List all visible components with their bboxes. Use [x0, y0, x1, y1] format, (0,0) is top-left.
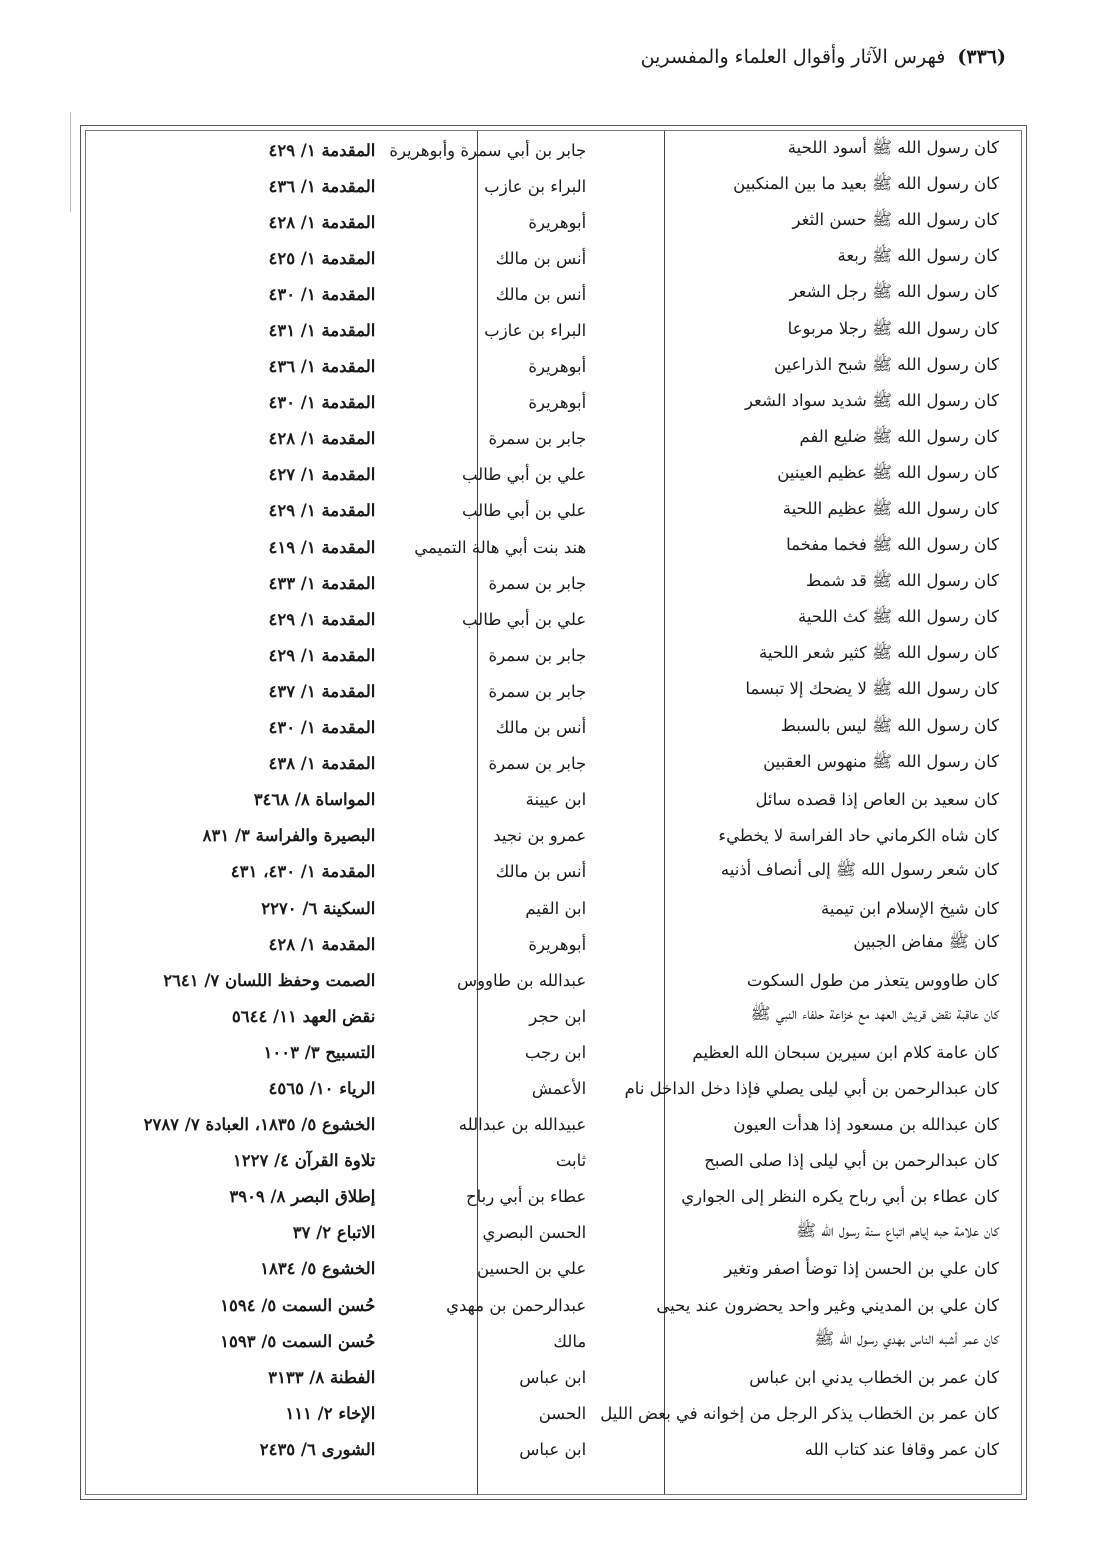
reference-cell: المقدمة ١/ ٤٢٩: [268, 645, 376, 665]
table-row: [86, 1395, 1011, 1431]
reference-cell: إطلاق البصر ٨/ ٣٩٠٩: [229, 1187, 376, 1207]
reference-cell: الرياء ١٠/ ٤٥٦٥: [268, 1078, 376, 1098]
reference-cell: الشورى ٦/ ٢٤٣٥: [259, 1439, 376, 1459]
quote-cell: كان علامة حبه إياهم اتباع سنة رسول الله ﷺ: [796, 1220, 999, 1240]
reference-cell: حُسن السمت ٥/ ١٥٩٣: [220, 1331, 376, 1351]
quote-cell: كان علي بن المديني وغير واحد يحضرون عند يحيى: [656, 1295, 999, 1315]
table-row: [86, 962, 1011, 998]
table-row: [86, 1034, 1011, 1070]
reference-cell: المقدمة ١/ ٤٢٧: [268, 465, 376, 485]
reference-cell: المقدمة ١/ ٤٢٥: [268, 248, 376, 268]
quote-cell: كان رسول الله ﷺ كثير شعر اللحية: [759, 643, 999, 663]
narrator-cell: أنس بن مالك: [495, 718, 587, 738]
table-row: [86, 1287, 1011, 1323]
narrator-cell: عطاء بن أبي رباح: [466, 1187, 587, 1207]
reference-cell: المقدمة ١/ ٤٣٨: [268, 754, 376, 774]
reference-cell: السكينة ٦/ ٢٢٧٠: [261, 898, 376, 918]
index-table-body: [86, 132, 1011, 1467]
reference-cell: المقدمة ١/ ٤٣١: [268, 321, 376, 341]
narrator-cell: عمرو بن نجيد: [493, 826, 587, 846]
reference-cell: البصيرة والفراسة ٣/ ٨٣١: [202, 826, 376, 846]
narrator-cell: عبدالرحمن بن مهدي: [446, 1295, 587, 1315]
narrator-cell: علي بن الحسين: [477, 1259, 587, 1279]
reference-cell: المقدمة ١/ ٤٢٩: [268, 609, 376, 629]
quote-cell: كان رسول الله ﷺ بعيد ما بين المنكبين: [733, 174, 999, 194]
reference-cell: الخشوع ٥/ ١٨٣٥، العبادة ٧/ ٢٧٨٧: [143, 1115, 376, 1135]
table-row: [86, 890, 1011, 926]
narrator-cell: ابن القيم: [525, 898, 587, 918]
narrator-cell: ابن رجب: [524, 1042, 587, 1062]
narrator-cell: جابر بن سمرة: [488, 645, 587, 665]
quote-cell: كان رسول الله ﷺ حسن الثغر: [792, 210, 999, 230]
quote-cell: كان عامة كلام ابن سيرين سبحان الله العظيم: [692, 1042, 999, 1062]
margin-mark: [70, 112, 71, 212]
quote-cell: كان ﷺ مفاض الجبين: [853, 932, 999, 952]
quote-cell: كان شاه الكرماني حاد الفراسة لا يخطيء: [718, 826, 999, 846]
reference-cell: المقدمة ١/ ٤٣٠: [268, 393, 376, 413]
reference-cell: المقدمة ١/ ٤٣٠: [268, 284, 376, 304]
reference-cell: المقدمة ١/ ٤٣٠: [268, 718, 376, 738]
table-row: [86, 168, 1011, 204]
quote-cell: كان رسول الله ﷺ فخما مفخما: [786, 535, 999, 555]
table-row: [86, 818, 1011, 854]
reference-cell: المقدمة ١/ ٤٢٨: [268, 429, 376, 449]
quote-cell: كان رسول الله ﷺ عظيم العينين: [777, 462, 999, 482]
narrator-cell: أنس بن مالك: [495, 284, 587, 304]
page-header: [641, 46, 1006, 68]
reference-cell: تلاوة القرآن ٤/ ١٢٢٧: [232, 1151, 376, 1171]
quote-cell: كان رسول الله ﷺ منهوس العقبين: [763, 751, 999, 771]
narrator-cell: عبيدالله بن عبدالله: [458, 1115, 587, 1135]
quote-cell: كان رسول الله ﷺ كث اللحية: [798, 607, 999, 627]
reference-cell: المقدمة ١/ ٤٣٧: [268, 681, 376, 701]
table-row: [86, 529, 1011, 565]
narrator-cell: أبوهريرة: [528, 393, 587, 413]
narrator-cell: ثابت: [555, 1151, 587, 1171]
table-row: [86, 493, 1011, 529]
quote-cell: كان عبدالرحمن بن أبي ليلى يصلي فإذا دخل الداخل نام: [624, 1078, 999, 1098]
reference-cell: المقدمة ١/ ٤٣٦: [268, 176, 376, 196]
reference-cell: حُسن السمت ٥/ ١٥٩٤: [220, 1295, 376, 1315]
quote-cell: كان رسول الله ﷺ أسود اللحية: [787, 138, 999, 158]
table-row: [86, 1107, 1011, 1143]
table-row: [86, 1070, 1011, 1106]
narrator-cell: الحسن البصري: [482, 1223, 587, 1243]
narrator-cell: الأعمش: [531, 1078, 587, 1098]
reference-cell: الصمت وحفظ اللسان ٧/ ٢٦٤١: [163, 970, 376, 990]
table-row: [86, 132, 1011, 168]
reference-cell: الاتباع ٢/ ٣٧: [292, 1223, 376, 1243]
reference-cell: المقدمة ١/ ٤١٩: [268, 537, 376, 557]
table-row: [86, 312, 1011, 348]
table-row: [86, 1359, 1011, 1395]
table-row: [86, 385, 1011, 421]
narrator-cell: جابر بن سمرة: [488, 754, 587, 774]
narrator-cell: ابن عباس: [519, 1439, 587, 1459]
quote-cell: كان عبدالله بن مسعود إذا هدأت العيون: [733, 1115, 999, 1135]
narrator-cell: علي بن أبي طالب: [461, 501, 587, 521]
table-row: [86, 637, 1011, 673]
table-row: [86, 565, 1011, 601]
index-table: [86, 132, 1011, 1467]
narrator-cell: أبوهريرة: [528, 357, 587, 377]
reference-cell: المقدمة ١/ ٤٢٨: [268, 212, 376, 232]
narrator-cell: أنس بن مالك: [495, 862, 587, 882]
table-row: [86, 349, 1011, 385]
narrator-cell: ابن عباس: [519, 1367, 587, 1387]
narrator-cell: عبدالله بن طاووس: [456, 970, 587, 990]
narrator-cell: جابر بن سمرة: [488, 681, 587, 701]
quote-cell: كان شعر رسول الله ﷺ إلى أنصاف أذنيه: [720, 859, 999, 879]
table-row: [86, 1179, 1011, 1215]
table-row: [86, 240, 1011, 276]
table-row: [86, 1143, 1011, 1179]
narrator-cell: علي بن أبي طالب: [461, 465, 587, 485]
table-row: [86, 782, 1011, 818]
narrator-cell: الحسن: [538, 1403, 587, 1423]
reference-cell: المقدمة ١/ ٤٣٠، ٤٣١: [230, 862, 376, 882]
narrator-cell: ابن حجر: [529, 1006, 587, 1026]
narrator-cell: أبوهريرة: [528, 934, 587, 954]
quote-cell: كان عمر وقافا عند كتاب الله: [804, 1439, 999, 1459]
table-row: [86, 1251, 1011, 1287]
table-row: [86, 457, 1011, 493]
reference-cell: المقدمة ١/ ٤٢٩: [268, 501, 376, 521]
reference-cell: التسبيح ٣/ ١٠٠٣: [263, 1042, 376, 1062]
narrator-cell: أنس بن مالك: [495, 248, 587, 268]
page-number: (٣٣٦): [957, 46, 1006, 68]
quote-cell: كان رسول الله ﷺ رجلا مربوعا: [787, 318, 999, 338]
quote-cell: كان رسول الله ﷺ قد شمط: [806, 571, 999, 591]
quote-cell: كان رسول الله ﷺ ليس بالسبط: [780, 715, 999, 735]
quote-cell: كان عاقبة نقض قريش العهد مع خزاعة حلفاء النبي ﷺ: [750, 1004, 999, 1024]
reference-cell: المقدمة ١/ ٤٢٨: [268, 934, 376, 954]
narrator-cell: هند بنت أبي هالة التميمي: [414, 537, 587, 557]
narrator-cell: البراء بن عازب: [484, 176, 587, 196]
reference-cell: الإخاء ٢/ ١١١: [285, 1403, 376, 1423]
quote-cell: كان عبدالرحمن بن أبي ليلى إذا صلى الصبح: [704, 1151, 999, 1171]
narrator-cell: مالك: [553, 1331, 587, 1351]
table-row: [86, 204, 1011, 240]
reference-cell: المقدمة ١/ ٤٣٦: [268, 357, 376, 377]
reference-cell: المواساة ٨/ ٣٤٦٨: [253, 790, 376, 810]
reference-cell: الخشوع ٥/ ١٨٣٤: [260, 1259, 376, 1279]
quote-cell: كان رسول الله ﷺ ضليع الفم: [799, 426, 999, 446]
table-row: [86, 854, 1011, 890]
reference-cell: المقدمة ١/ ٤٢٩: [268, 140, 376, 160]
narrator-cell: علي بن أبي طالب: [461, 609, 587, 629]
table-row: [86, 926, 1011, 962]
quote-cell: كان رسول الله ﷺ شديد سواد الشعر: [744, 390, 999, 410]
table-row: [86, 601, 1011, 637]
table-row: [86, 1215, 1011, 1251]
page-title: فهرس الآثار وأقوال العلماء والمفسرين: [640, 46, 946, 68]
reference-cell: الفطنة ٨/ ٣١٣٣: [268, 1367, 376, 1387]
quote-cell: كان طاووس يتعذر من طول السكوت: [746, 970, 999, 990]
narrator-cell: أبوهريرة: [528, 212, 587, 232]
quote-cell: كان عطاء بن أبي رباح يكره النظر إلى الجواري: [681, 1187, 999, 1207]
reference-cell: المقدمة ١/ ٤٣٣: [268, 573, 376, 593]
quote-cell: كان رسول الله ﷺ لا يضحك إلا تبسما: [745, 679, 999, 699]
quote-cell: كان رسول الله ﷺ شبح الذراعين: [773, 354, 999, 374]
quote-cell: كان عمر بن الخطاب يذكر الرجل من إخوانه في بعض الليل: [600, 1403, 999, 1423]
table-row: [86, 673, 1011, 709]
table-row: [86, 998, 1011, 1034]
quote-cell: كان رسول الله ﷺ رجل الشعر: [789, 282, 999, 302]
table-row: [86, 746, 1011, 782]
narrator-cell: البراء بن عازب: [484, 321, 587, 341]
narrator-cell: ابن عيينة: [525, 790, 587, 810]
table-row: [86, 1431, 1011, 1467]
table-row: [86, 276, 1011, 312]
table-row: [86, 421, 1011, 457]
narrator-cell: جابر بن سمرة: [488, 573, 587, 593]
reference-cell: نقض العهد ١١/ ٥٦٤٤: [231, 1006, 376, 1026]
narrator-cell: جابر بن أبي سمرة وأبوهريرة: [389, 140, 587, 160]
quote-cell: كان عمر بن الخطاب يدني ابن عباس: [749, 1367, 999, 1387]
quote-cell: كان رسول الله ﷺ ربعة: [837, 246, 999, 266]
quote-cell: كان شيخ الإسلام ابن تيمية: [821, 898, 999, 918]
quote-cell: كان رسول الله ﷺ عظيم اللحية: [782, 498, 999, 518]
quote-cell: كان سعيد بن العاص إذا قصده سائل: [755, 790, 999, 810]
quote-cell: كان علي بن الحسن إذا توضأ اصفر وتغير: [724, 1259, 999, 1279]
quote-cell: كان عمر أشبه الناس بهدي رسول الله ﷺ: [814, 1329, 999, 1349]
table-row: [86, 710, 1011, 746]
narrator-cell: جابر بن سمرة: [488, 429, 587, 449]
table-row: [86, 1323, 1011, 1359]
